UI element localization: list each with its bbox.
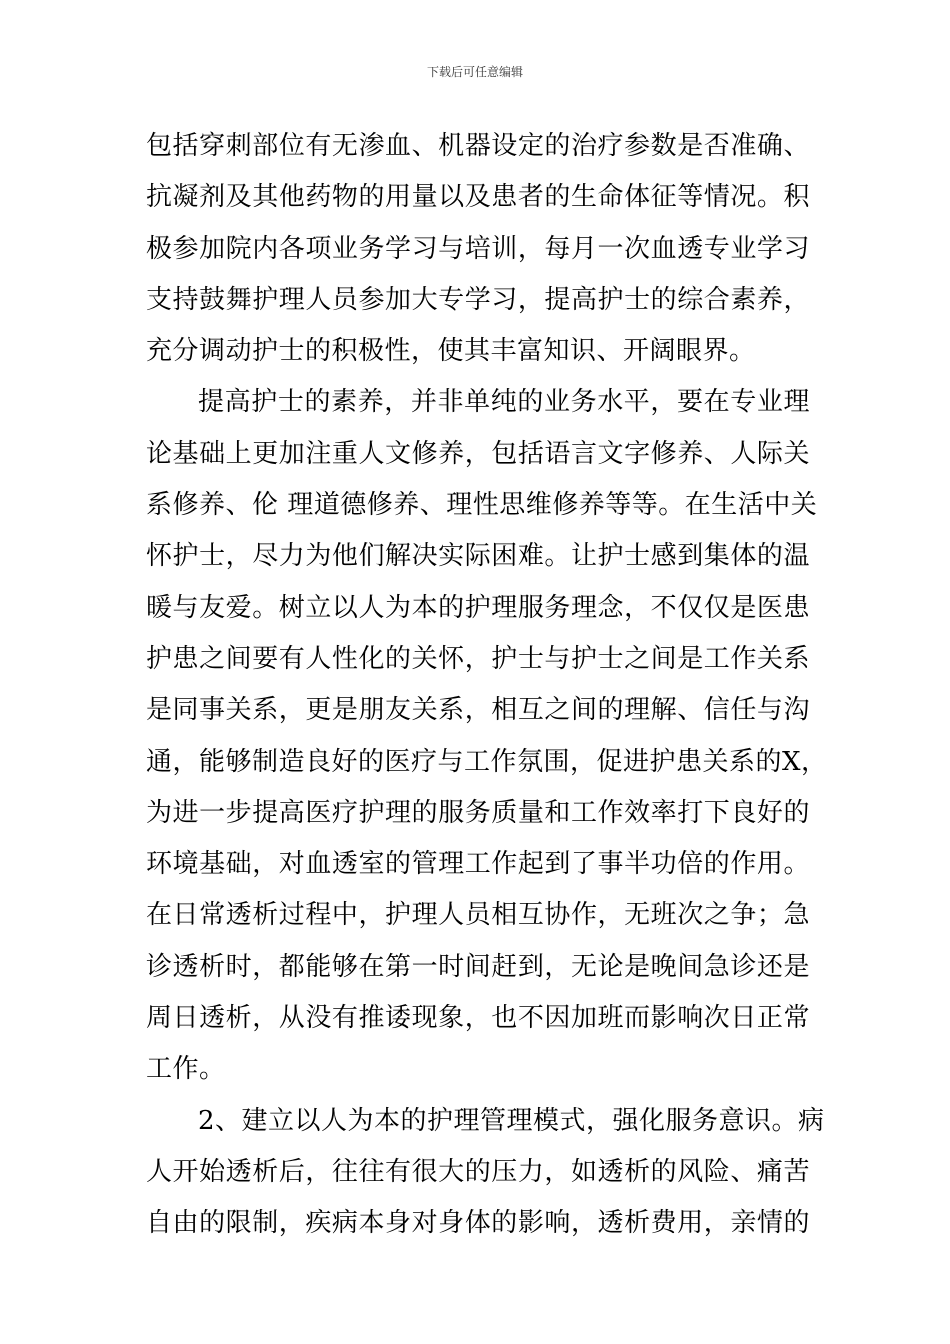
text-line: 充分调动护士的积极性，使其丰富知识、开阔眼界。 bbox=[146, 336, 756, 367]
paragraph-first-line: 提高护士的素养，并非单纯的业务水平，要在专业理 bbox=[198, 387, 810, 418]
text-line: 在日常透析过程中，护理人员相互协作，无班次之争；急 bbox=[146, 900, 810, 931]
text-line: 为进一步提高医疗护理的服务质量和工作效率打下良好的 bbox=[146, 797, 810, 828]
text-line: 护患之间要有人性化的关怀，护士与护士之间是工作关系 bbox=[146, 643, 810, 674]
paragraph-first-line: 2、建立以人为本的护理管理模式，强化服务意识。病 bbox=[198, 1105, 825, 1136]
text-line: 极参加院内各项业务学习与培训，每月一次血透专业学习 bbox=[146, 233, 810, 264]
text-line: 人开始透析后，往往有很大的压力，如透析的风险、痛苦 bbox=[146, 1156, 810, 1187]
text-line: 诊透析时，都能够在第一时间赶到，无论是晚间急诊还是 bbox=[146, 951, 810, 982]
text-line: 怀护士，尽力为他们解决实际困难。让护士感到集体的温 bbox=[146, 541, 810, 572]
text-line: 系修养、伦 理道德修养、理性思维修养等等。在生活中关 bbox=[146, 490, 818, 521]
document-body bbox=[146, 126, 828, 1255]
text-line: 是同事关系，更是朋友关系，相互之间的理解、信任与沟 bbox=[146, 695, 810, 726]
text-line: 工作。 bbox=[146, 1054, 226, 1085]
text-line: 抗凝剂及其他药物的用量以及患者的生命体征等情况。积 bbox=[146, 182, 810, 213]
text-line: 通，能够制造良好的医疗与工作氛围，促进护患关系的X， bbox=[146, 746, 828, 777]
text-line: 包括穿刺部位有无渗血、机器设定的治疗参数是否准确、 bbox=[146, 131, 810, 161]
text-line: 暖与友爱。树立以人为本的护理服务理念，不仅仅是医患 bbox=[146, 592, 810, 623]
page-header: 下载后可任意编辑 bbox=[426, 65, 523, 79]
text-line: 环境基础，对血透室的管理工作起到了事半功倍的作用。 bbox=[146, 849, 810, 880]
text-line: 支持鼓舞护理人员参加大专学习，提高护士的综合素养， bbox=[146, 284, 810, 315]
text-line: 自由的限制，疾病本身对身体的影响，透析费用，亲情的 bbox=[146, 1208, 810, 1239]
text-line: 论基础上更加注重人文修养，包括语言文字修养、人际关 bbox=[146, 438, 810, 469]
text-line: 周日透析，从没有推诿现象，也不因加班而影响次日正常 bbox=[146, 1003, 810, 1034]
